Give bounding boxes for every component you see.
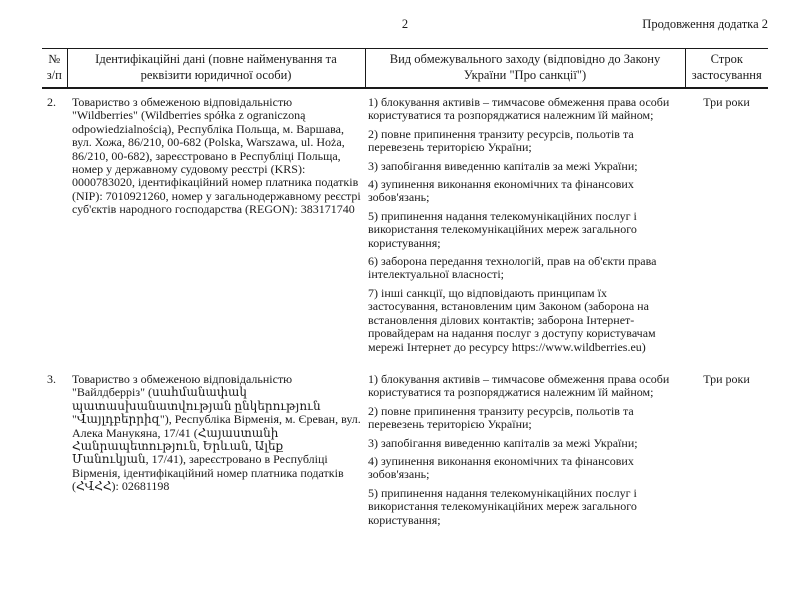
- measures-cell: [365, 88, 685, 366]
- identity-cell: Товариство з обмеженою відповідальністю "Вайлдберріз" (սահմանափակ պատասխանատվության ընկերություն "Վայլդբերրիզ"), Республіка Вірменія, м. Єреван, вул. Алека Манукяна, 17/41 (Հայաստանի Հանրապետություն, Երևան, Ալեք Մանուկյան, 17/41), зареєстровано в Республіці Вірменія, ідентифікаційний номер платника податків (ՀՎՀՀ): 02681198: [72, 371, 361, 494]
- measure-item: 1) блокування активів – тимчасове обмеження права особи користуватися та розпоряджатися належним їй майном;: [368, 371, 670, 400]
- sanctions-table: [42, 48, 768, 528]
- table-header-row: [42, 49, 768, 89]
- col-header-num: № з/п: [42, 49, 67, 89]
- identity-cell: Товариство з обмеженою відповідальністю "Wildberries" (Wildberries spółka z ograniczoną odpowiedzialnością), Республіка Польща, м. Варшава, вул. Хожа, 86/210, 00-682 (Polska, Warszawa, ul. Hoża, 86/210, 00-682), зареєстровано в Республіці Польща, номер у державному судовому реєстрі (KRS): 0000783020, ідентифікаційний номер платника податків (NIP): 7010921260, номер у загальнодержавному реєстрі суб'єктів народного господарства (REGON): 383171740: [72, 95, 361, 217]
- measure-item: 2) повне припинення транзиту ресурсів, польотів та перевезень територією України;: [368, 126, 634, 155]
- row-number-cell: 3.: [47, 371, 56, 386]
- table-row: [42, 366, 768, 528]
- col-header-identity: Ідентифікаційні дані (повне найменування та реквізити юридичної особи): [67, 49, 365, 89]
- measure-item: 5) припинення надання телекомунікаційних послуг і використання телекомунікаційних мереж загального користування;: [368, 485, 637, 527]
- table-row: [42, 88, 768, 366]
- measure-item: 7) інші санкції, що відповідають принципам їх застосування, встановленим цим Законом (заборона на встановлення ділових контактів; заборона Інтернет-провайдерам на надання послуг з доступу користувачам мережі Інтернет до ресурсу https://www.wildberries.eu): [368, 285, 656, 354]
- measure-item: 4) зупинення виконання економічних та фінансових зобов'язань;: [368, 177, 634, 205]
- term-cell: Три роки: [703, 95, 750, 109]
- measure-item: 5) припинення надання телекомунікаційних послуг і використання телекомунікаційних мереж загального користування;: [368, 208, 637, 250]
- measure-item: 3) запобігання виведенню капіталів за межі України;: [368, 158, 638, 173]
- measure-item: 6) заборона передання технологій, прав на об'єкти права інтелектуальної власності;: [368, 254, 657, 282]
- measures-cell: [365, 366, 685, 528]
- row-number-cell: 2.: [47, 95, 56, 109]
- measure-item: 1) блокування активів – тимчасове обмеження права особи користуватися та розпоряджатися належним їй майном;: [368, 95, 670, 123]
- col-header-measure: Вид обмежувального заходу (відповідно до Закону України "Про санкції"): [365, 49, 685, 89]
- measure-item: 4) зупинення виконання економічних та фінансових зобов'язань;: [368, 453, 634, 482]
- col-header-term: Строк застосування: [685, 49, 768, 89]
- page-number: 2: [401, 17, 409, 31]
- continuation-label: Продовження додатка 2: [642, 17, 768, 31]
- term-cell: Три роки: [703, 371, 750, 386]
- measure-item: 2) повне припинення транзиту ресурсів, польотів та перевезень територією України;: [368, 403, 634, 432]
- measure-item: 3) запобігання виведенню капіталів за межі України;: [368, 435, 638, 450]
- page-header: [42, 17, 768, 33]
